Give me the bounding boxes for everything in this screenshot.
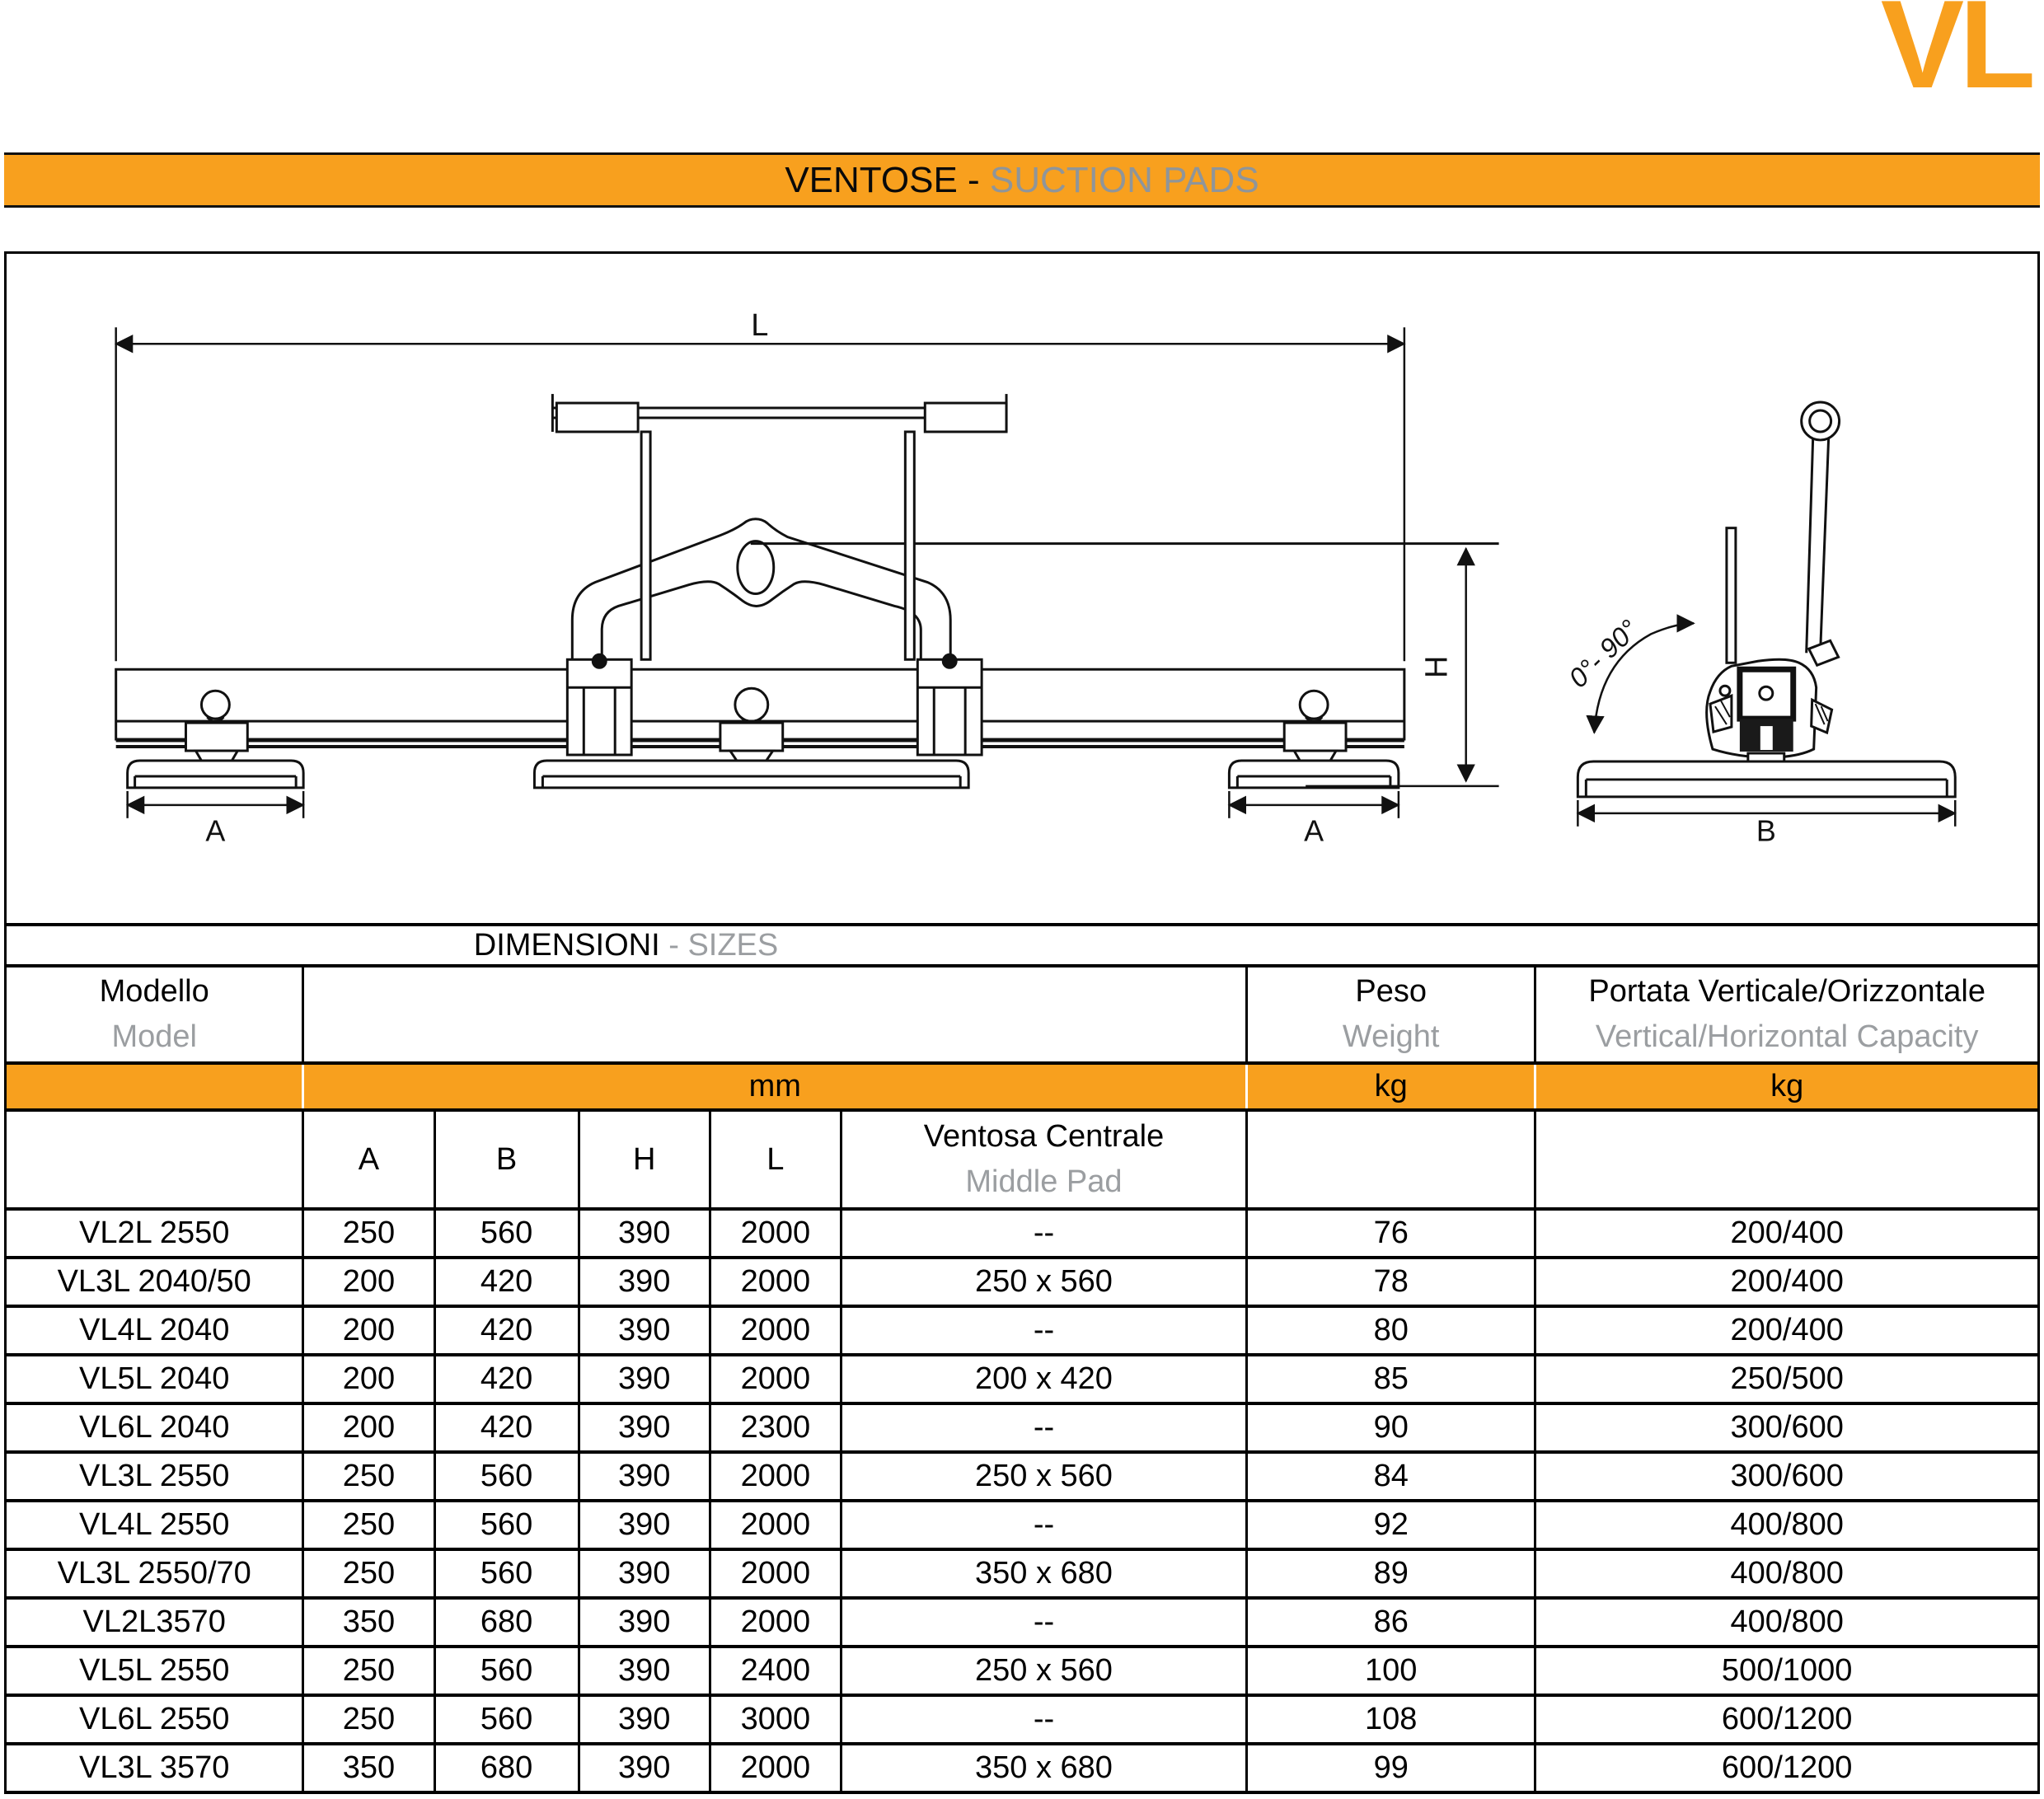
table-row: [6, 1452, 2039, 1501]
cell-capacity: 200/400: [1535, 1306, 2039, 1355]
vacuum-body: [1707, 659, 1832, 761]
cell-middle-pad: --: [841, 1209, 1246, 1258]
cell-dim-l: 2000: [710, 1306, 841, 1355]
table-row: [6, 1549, 2039, 1598]
table-row: [6, 1258, 2039, 1306]
cell-dim-b: 420: [434, 1355, 579, 1403]
cell-middle-pad: 250 x 560: [841, 1258, 1246, 1306]
capacity-header: [1535, 966, 2039, 1063]
table-row: [6, 1209, 2039, 1258]
cell-middle-pad: 350 x 680: [841, 1744, 1246, 1792]
table-row: [6, 1598, 2039, 1647]
banner-title-italian: VENTOSE -: [785, 160, 990, 200]
capacity-empty-cell: [1535, 1110, 2039, 1209]
cell-dim-l: 2000: [710, 1258, 841, 1306]
pad-width-left-label: A: [205, 813, 226, 848]
cell-dim-b: 560: [434, 1695, 579, 1744]
cell-dim-b: 420: [434, 1258, 579, 1306]
table-row: [6, 1403, 2039, 1452]
banner-title-english: SUCTION PADS: [989, 160, 1259, 200]
height-dim-label: H: [1419, 655, 1455, 678]
table-row: [6, 1306, 2039, 1355]
weight-empty-cell: [1247, 1110, 1535, 1209]
cell-model: VL3L 2550/70: [6, 1549, 303, 1598]
middle-pad-header-italian: Ventosa Centrale: [923, 1118, 1165, 1154]
cell-dim-h: 390: [579, 1306, 710, 1355]
cell-middle-pad: --: [841, 1501, 1246, 1549]
unit-mm-cell: mm: [303, 1063, 1247, 1110]
length-dim-label: L: [751, 308, 769, 344]
table-row: [6, 1744, 2039, 1792]
cell-dim-l: 2400: [710, 1647, 841, 1695]
units-empty-cell: [6, 1063, 303, 1110]
cell-weight: 85: [1247, 1355, 1535, 1403]
middle-pad-header-english: Middle Pad: [965, 1164, 1123, 1199]
cell-dim-l: 2000: [710, 1598, 841, 1647]
cell-weight: 86: [1247, 1598, 1535, 1647]
cell-capacity: 200/400: [1535, 1258, 2039, 1306]
cell-dim-a: 250: [303, 1647, 434, 1695]
cell-model: VL3L 2040/50: [6, 1258, 303, 1306]
release-lever: [1802, 402, 1840, 665]
cell-dim-h: 390: [579, 1598, 710, 1647]
weight-header: [1247, 966, 1535, 1063]
cell-dim-l: 2300: [710, 1403, 841, 1452]
model-header-italian: Modello: [99, 973, 209, 1009]
col-b-header: B: [434, 1110, 579, 1209]
cell-dim-b: 560: [434, 1501, 579, 1549]
dim-length: [116, 327, 1404, 661]
cell-capacity: 400/800: [1535, 1501, 2039, 1549]
cell-model: VL6L 2040: [6, 1403, 303, 1452]
cell-dim-h: 390: [579, 1355, 710, 1403]
cell-model: VL6L 2550: [6, 1695, 303, 1744]
section-title-english: - SIZES: [659, 927, 779, 963]
cell-dim-l: 3000: [710, 1695, 841, 1744]
side-post: [1727, 528, 1736, 663]
capacity-header-english: Vertical/Horizontal Capacity: [1595, 1019, 1979, 1054]
pad-width-right-label: A: [1304, 813, 1324, 848]
cell-dim-b: 560: [434, 1209, 579, 1258]
weight-header-english: Weight: [1342, 1019, 1440, 1054]
letters-empty-cell: [6, 1110, 303, 1209]
spec-table: [4, 923, 2040, 1794]
front-view: [116, 327, 1499, 818]
handle-bar: [552, 394, 1006, 432]
yoke-eye-hole: [738, 541, 774, 594]
cell-model: VL5L 2550: [6, 1647, 303, 1695]
rotation-angle-label: 0°- 90°: [1562, 613, 1644, 694]
cell-dim-a: 350: [303, 1744, 434, 1792]
cell-dim-a: 250: [303, 1549, 434, 1598]
cell-model: VL4L 2040: [6, 1306, 303, 1355]
cell-capacity: 250/500: [1535, 1355, 2039, 1403]
beam-clamp-right: [917, 654, 982, 755]
cell-dim-h: 390: [579, 1744, 710, 1792]
cell-dim-l: 2000: [710, 1501, 841, 1549]
cell-model: VL5L 2040: [6, 1355, 303, 1403]
cell-model: VL3L 3570: [6, 1744, 303, 1792]
cell-dim-a: 350: [303, 1598, 434, 1647]
table-row: [6, 1501, 2039, 1549]
cell-dim-a: 250: [303, 1209, 434, 1258]
cell-weight: 80: [1247, 1306, 1535, 1355]
handle-post-left: [641, 432, 650, 659]
cell-weight: 90: [1247, 1403, 1535, 1452]
capacity-header-italian: Portata Verticale/Orizzontale: [1588, 973, 1985, 1009]
cell-model: VL2L 2550: [6, 1209, 303, 1258]
beam-clamp-left: [567, 654, 631, 755]
cell-model: VL4L 2550: [6, 1501, 303, 1549]
technical-drawing-panel: [4, 251, 2040, 923]
cell-dim-h: 390: [579, 1209, 710, 1258]
cell-dim-h: 390: [579, 1501, 710, 1549]
cell-dim-l: 2000: [710, 1452, 841, 1501]
cell-dim-a: 200: [303, 1306, 434, 1355]
col-h-header: H: [579, 1110, 710, 1209]
cell-dim-b: 420: [434, 1306, 579, 1355]
cell-dim-l: 2000: [710, 1355, 841, 1403]
section-title-italian: DIMENSIONI: [473, 927, 660, 963]
cell-dim-b: 680: [434, 1598, 579, 1647]
section-header-row: [6, 925, 2039, 966]
middle-pad-header: [841, 1110, 1246, 1209]
cell-weight: 92: [1247, 1501, 1535, 1549]
cell-capacity: 400/800: [1535, 1598, 2039, 1647]
section-title: [7, 928, 1245, 963]
page-title-banner: [4, 152, 2040, 208]
col-a-header: A: [303, 1110, 434, 1209]
lifting-yoke: [572, 519, 950, 663]
cell-middle-pad: --: [841, 1403, 1246, 1452]
cell-middle-pad: 350 x 680: [841, 1549, 1246, 1598]
cell-capacity: 300/600: [1535, 1403, 2039, 1452]
cell-weight: 76: [1247, 1209, 1535, 1258]
cell-weight: 99: [1247, 1744, 1535, 1792]
model-header: [6, 966, 303, 1063]
cell-capacity: 600/1200: [1535, 1695, 2039, 1744]
cell-capacity: 300/600: [1535, 1452, 2039, 1501]
units-row: [6, 1063, 2039, 1110]
cell-middle-pad: --: [841, 1598, 1246, 1647]
col-l-header: L: [710, 1110, 841, 1209]
technical-drawing: [7, 254, 2037, 923]
table-row: [6, 1355, 2039, 1403]
cell-dim-h: 390: [579, 1647, 710, 1695]
side-view: [1578, 402, 1955, 827]
series-logo: VL: [1880, 0, 2031, 115]
cell-dim-b: 560: [434, 1647, 579, 1695]
cell-middle-pad: --: [841, 1695, 1246, 1744]
cell-dim-l: 2000: [710, 1209, 841, 1258]
cell-capacity: 200/400: [1535, 1209, 2039, 1258]
dimension-letters-row: [6, 1110, 2039, 1209]
pad-width-side-label: B: [1756, 813, 1776, 848]
model-header-english: Model: [111, 1019, 197, 1054]
cell-weight: 89: [1247, 1549, 1535, 1598]
cell-weight: 100: [1247, 1647, 1535, 1695]
cell-weight: 108: [1247, 1695, 1535, 1744]
section-header-cell: [6, 925, 2039, 966]
cell-dim-h: 390: [579, 1549, 710, 1598]
cell-capacity: 400/800: [1535, 1549, 2039, 1598]
cell-dim-a: 200: [303, 1355, 434, 1403]
handle-post-right: [905, 432, 914, 659]
cell-middle-pad: 250 x 560: [841, 1647, 1246, 1695]
table-row: [6, 1647, 2039, 1695]
cell-dim-h: 390: [579, 1452, 710, 1501]
cell-capacity: 600/1200: [1535, 1744, 2039, 1792]
cell-middle-pad: 200 x 420: [841, 1355, 1246, 1403]
cell-dim-a: 200: [303, 1403, 434, 1452]
cell-dim-a: 250: [303, 1695, 434, 1744]
cell-dim-a: 200: [303, 1258, 434, 1306]
cell-dim-h: 390: [579, 1258, 710, 1306]
spec-rows: [6, 1209, 2039, 1792]
cell-dim-b: 560: [434, 1549, 579, 1598]
cell-dim-h: 390: [579, 1403, 710, 1452]
dimensions-header-spacer: [303, 966, 1247, 1063]
table-row: [6, 1695, 2039, 1744]
cell-dim-b: 560: [434, 1452, 579, 1501]
cell-dim-a: 250: [303, 1452, 434, 1501]
cell-weight: 84: [1247, 1452, 1535, 1501]
cell-capacity: 500/1000: [1535, 1647, 2039, 1695]
column-header-row: [6, 966, 2039, 1063]
unit-kg-weight-cell: kg: [1247, 1063, 1535, 1110]
cell-dim-h: 390: [579, 1695, 710, 1744]
suction-pad-side: [1578, 761, 1955, 797]
cell-model: VL3L 2550: [6, 1452, 303, 1501]
cell-dim-b: 680: [434, 1744, 579, 1792]
cell-middle-pad: --: [841, 1306, 1246, 1355]
cell-dim-a: 250: [303, 1501, 434, 1549]
cell-weight: 78: [1247, 1258, 1535, 1306]
cell-model: VL2L3570: [6, 1598, 303, 1647]
weight-header-italian: Peso: [1355, 973, 1428, 1009]
cell-middle-pad: 250 x 560: [841, 1452, 1246, 1501]
unit-kg-capacity-cell: kg: [1535, 1063, 2039, 1110]
cell-dim-l: 2000: [710, 1549, 841, 1598]
cell-dim-l: 2000: [710, 1744, 841, 1792]
cell-dim-b: 420: [434, 1403, 579, 1452]
